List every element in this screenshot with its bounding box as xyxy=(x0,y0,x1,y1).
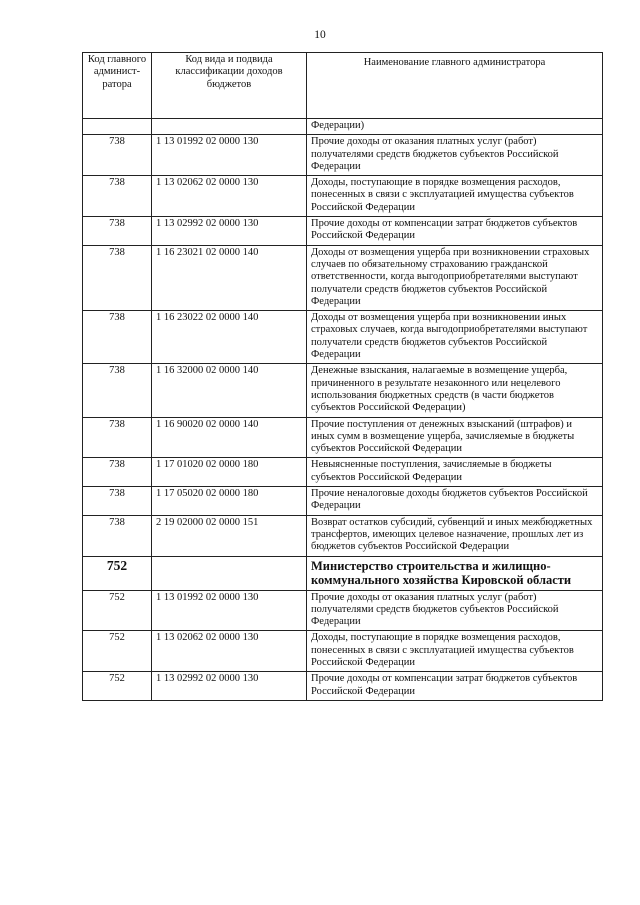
section-header-row xyxy=(83,556,603,590)
admin-code-cell: 738 xyxy=(83,458,152,487)
continuation-admin-cell xyxy=(83,119,152,135)
admin-code-cell: 752 xyxy=(83,631,152,672)
table-row xyxy=(83,135,603,176)
admin-code-cell: 738 xyxy=(83,364,152,417)
revenue-code-cell: 1 17 01020 02 0000 180 xyxy=(152,458,307,487)
admin-name-cell: Доходы, поступающие в порядке возмещения расходов, понесенных в связи с эксплуатацией имущества субъектов Российской Федерации xyxy=(307,176,603,217)
admin-name-cell: Доходы, поступающие в порядке возмещения расходов, понесенных в связи с эксплуатацией имущества субъектов Российской Федерации xyxy=(307,631,603,672)
section-admin-code: 752 xyxy=(83,556,152,590)
admin-name-cell: Денежные взыскания, налагаемые в возмещение ущерба, причиненного в результате незаконного или нецелевого использования бюджетных средств (в части бюджетов субъектов Российской Федерации) xyxy=(307,364,603,417)
table-row xyxy=(83,672,603,701)
header-revenue-code: Код вида и подвида классификации доходов бюджетов xyxy=(152,53,307,119)
header-admin-code: Код главного админист- ратора xyxy=(83,53,152,119)
table-row xyxy=(83,176,603,217)
revenue-code-cell: 2 19 02000 02 0000 151 xyxy=(152,515,307,556)
section-empty-cell xyxy=(152,556,307,590)
revenue-code-cell: 1 13 01992 02 0000 130 xyxy=(152,590,307,631)
admin-code-cell: 738 xyxy=(83,245,152,310)
admin-code-cell: 738 xyxy=(83,311,152,364)
admin-code-cell: 738 xyxy=(83,176,152,217)
revenue-administrators-table xyxy=(82,52,603,701)
page-number: 10 xyxy=(314,29,326,41)
admin-code-cell: 738 xyxy=(83,217,152,246)
admin-code-cell: 738 xyxy=(83,135,152,176)
table-row xyxy=(83,245,603,310)
revenue-code-cell: 1 13 02062 02 0000 130 xyxy=(152,176,307,217)
admin-name-cell: Прочие доходы от оказания платных услуг (работ) получателями средств бюджетов субъектов Российской Федерации xyxy=(307,590,603,631)
table-row xyxy=(83,487,603,516)
table-row xyxy=(83,515,603,556)
admin-code-cell: 752 xyxy=(83,590,152,631)
admin-name-cell: Невыясненные поступления, зачисляемые в бюджеты субъектов Российской Федерации xyxy=(307,458,603,487)
revenue-code-cell: 1 16 90020 02 0000 140 xyxy=(152,417,307,458)
section-admin-name: Министерство строительства и жилищно-коммунального хозяйства Кировской области xyxy=(307,556,603,590)
table-row xyxy=(83,417,603,458)
continuation-row xyxy=(83,119,603,135)
table-row xyxy=(83,364,603,417)
admin-name-cell: Доходы от возмещения ущерба при возникновении иных страховых случаев, когда выгодоприобретателями выступают получатели средств бюджетов субъектов Российской Федерации xyxy=(307,311,603,364)
table-row xyxy=(83,590,603,631)
admin-name-cell: Прочие поступления от денежных взысканий (штрафов) и иных сумм в возмещение ущерба, зачисляемые в бюджеты субъектов Российской Федерации xyxy=(307,417,603,458)
revenue-code-cell: 1 16 23022 02 0000 140 xyxy=(152,311,307,364)
continuation-code-cell xyxy=(152,119,307,135)
continuation-name-cell: Федерации) xyxy=(307,119,603,135)
revenue-code-cell: 1 16 23021 02 0000 140 xyxy=(152,245,307,310)
table-row xyxy=(83,631,603,672)
table-body xyxy=(83,119,603,701)
revenue-code-cell: 1 16 32000 02 0000 140 xyxy=(152,364,307,417)
revenue-code-cell: 1 17 05020 02 0000 180 xyxy=(152,487,307,516)
table-row xyxy=(83,311,603,364)
admin-code-cell: 738 xyxy=(83,515,152,556)
table-header-row xyxy=(83,53,603,119)
admin-code-cell: 738 xyxy=(83,487,152,516)
header-admin-name: Наименование главного администратора xyxy=(307,53,603,119)
revenue-code-cell: 1 13 01992 02 0000 130 xyxy=(152,135,307,176)
revenue-code-cell: 1 13 02992 02 0000 130 xyxy=(152,672,307,701)
admin-name-cell: Прочие доходы от компенсации затрат бюджетов субъектов Российской Федерации xyxy=(307,217,603,246)
revenue-code-cell: 1 13 02992 02 0000 130 xyxy=(152,217,307,246)
revenue-code-cell: 1 13 02062 02 0000 130 xyxy=(152,631,307,672)
admin-code-cell: 738 xyxy=(83,417,152,458)
admin-name-cell: Возврат остатков субсидий, субвенций и иных межбюджетных трансфертов, имеющих целевое назначение, прошлых лет из бюджетов субъектов Российской Федерации xyxy=(307,515,603,556)
table-row xyxy=(83,458,603,487)
admin-name-cell: Доходы от возмещения ущерба при возникновении страховых случаев по обязательному страхованию гражданской ответственности, когда выгодоприобретателями выступают получатели средств бюджетов субъектов Российской Федерации xyxy=(307,245,603,310)
admin-name-cell: Прочие неналоговые доходы бюджетов субъектов Российской Федерации xyxy=(307,487,603,516)
table-row xyxy=(83,217,603,246)
admin-name-cell: Прочие доходы от оказания платных услуг (работ) получателями средств бюджетов субъектов Российской Федерации xyxy=(307,135,603,176)
admin-code-cell: 752 xyxy=(83,672,152,701)
admin-name-cell: Прочие доходы от компенсации затрат бюджетов субъектов Российской Федерации xyxy=(307,672,603,701)
